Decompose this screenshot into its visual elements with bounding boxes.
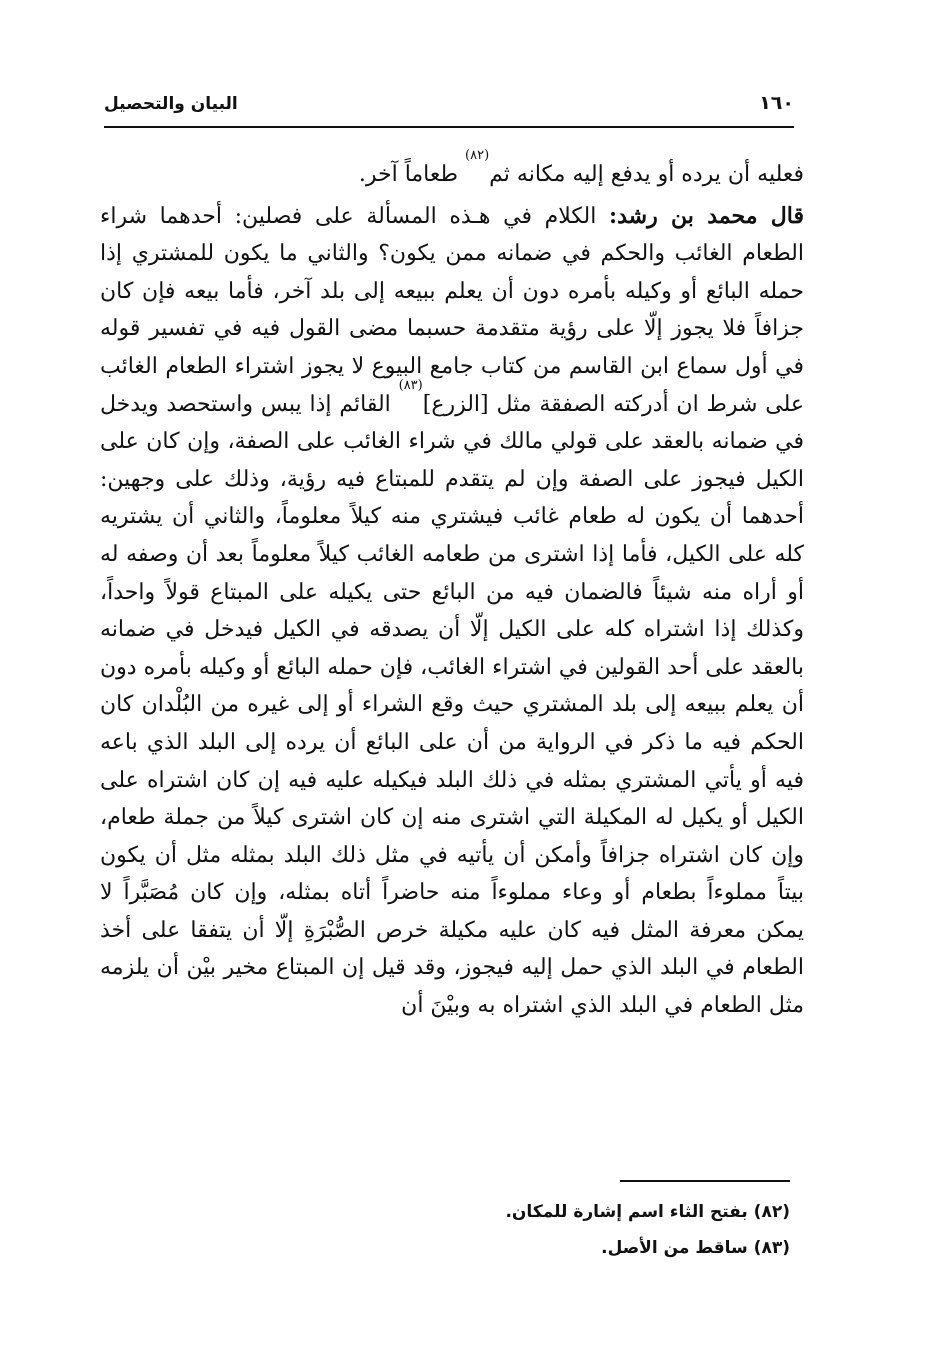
footnote-ref-83: (٨٣) xyxy=(398,377,423,393)
footnotes xyxy=(230,1194,790,1266)
page-header xyxy=(104,92,794,128)
paragraph-main xyxy=(100,198,804,1025)
paragraph-text: طعاماً آخر. xyxy=(358,162,466,187)
running-title: البيان والتحصيل xyxy=(104,94,238,114)
footnote-82: (٨٢) بفتح الثاء اسم إشارة للمكان. xyxy=(505,1202,790,1222)
paragraph-first xyxy=(100,148,804,194)
paragraph-text: فعليه أن يرده أو يدفع إليه مكانه ثم xyxy=(489,162,804,187)
footnote-divider xyxy=(620,1180,790,1182)
footnote-83: (٨٣) ساقط من الأصل. xyxy=(601,1238,790,1258)
speaker-label: قال محمد بن رشد: xyxy=(609,202,805,229)
paragraph-text: الكلام في هـذه المسألة على فصلين: أحدهما شراء الطعام الغائب والحكم في ضمانه ممن يكون؟ والثاني ما يكون للمشتري إذا حمله البائع أو وكيله بأمره دون أن يعلم ببيعه إلى بلد آخر، فأما بيعه فإن كان جزافاً فلا يجوز إلّا على رؤية متقدمة حسبما مضى القول فيه في تفسير قوله في أول سماع ابن القاسم من كتاب جامع البيوع لا يجوز اشتراء الطعام الغائب على شرط ان أدركته الصفقة مثل [الزرع] xyxy=(100,203,805,417)
body-text xyxy=(100,148,805,1025)
footnote-ref-82: (٨٢) xyxy=(465,148,490,163)
page-number: ١٦٠ xyxy=(759,92,794,114)
paragraph-text: القائم إذا يبس واستحصد ويدخل في ضمانه بالعقد على قولي مالك في شراء الغائب على الصفة، وإن كان على الكيل فيجوز على الصفة وإن لم يتقدم للمبتاع فيه رؤية، وذلك على وجهين: أحدهما أن يكون له طعام غائب فيشتري منه كيلاً معلوماً، والثاني أن يشتريه كله على الكيل، فأما إذا اشترى من طعامه الغائب كيلاً معلوماً بعد أن وصفه له أو أراه منه شيئاً فالضمان فيه من البائع حتى يكيله على المبتاع قولاً واحداً، وكذلك إذا اشتراه كله على الكيل إلّا أن يصدقه في الكيل فيدخل في ضمانه بالعقد على أحد القولين في اشتراء الغائب، فإن حمله البائع أو وكيله بأمره دون أن يعلم ببيعه إلى بلد المشتري حيث وقع الشراء أو إلى غيره من البُلْدان كان الحكم فيه ما ذكر في الرواية من أن على البائع أن يرده إلى البلد الذي باعه فيه أو يأتي المشتري بمثله في ذلك البلد فيكيله عليه فيه إن كان اشتراه على الكيل أو يكيل له المكيلة التي اشترى منه إن كان اشترى كيلاً من جملة طعام، وإن كان اشتراه جزافاً وأمكن أن يأتيه في مثل ذلك البلد بمثله مثل أن يكون بيتاً مملوءاً بطعام أو وعاء مملوءاً منه حاضراً أتاه بمثله، وإن كان مُصَبَّراً لا يمكن معرفة المثل فيه كان عليه مكيلة خرص الصُّبْرَةِ إلّا أن يتفقا على أخذ الطعام في البلد الذي حمل إليه فيجوز، وقد قيل إن المبتاع مخير بيْن أن يلزمه مثل الطعام في البلد الذي اشتراه به وبيْنَ أن xyxy=(100,391,804,1019)
